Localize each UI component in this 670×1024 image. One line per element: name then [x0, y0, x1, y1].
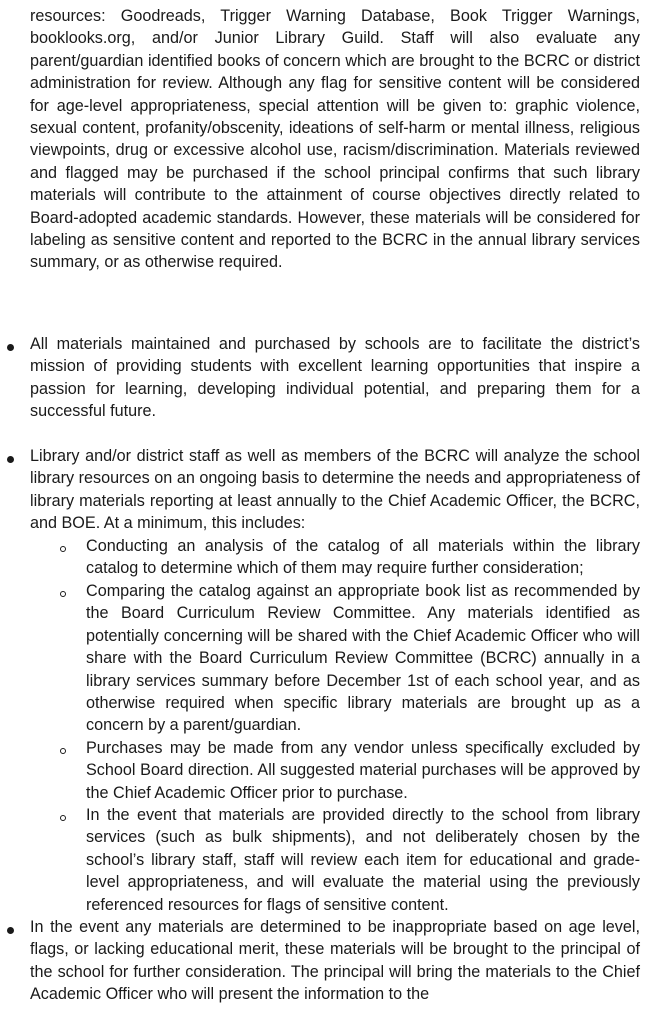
- bullet-icon: [7, 456, 14, 463]
- bullet-icon: [7, 344, 14, 351]
- sub-item-purchases: Purchases may be made from any vendor unless specifically excluded by School Board direction. All suggested material purchases will be approved by the Chief Academic Officer prior to purchase.: [86, 739, 640, 802]
- bullet-item-mission: All materials maintained and purchased by schools are to facilitate the district’s mission of providing students with excellent learning opportunities that inspire a passion for learning, developing individual potential, and preparing them for a successful future.: [30, 335, 640, 421]
- sub-bullet-icon: [60, 546, 66, 552]
- bullet-icon: [7, 927, 14, 934]
- continuation-paragraph: resources: Goodreads, Trigger Warning Database, Book Trigger Warnings, booklooks.org, and/or Junior Library Guild. Staff will also evaluate any parent/guardian identified books of concern which are brought to the BCRC or district administration for review. Although any flag for sensitive content will be considered for age-level appropriateness, special attention will be given to: graphic violence, sexual content, profanity/obscenity, ideations of self-harm or mental illness, religious viewpoints, drug or excessive alcohol use, racism/discrimination. Materials reviewed and flagged may be purchased if the school principal confirms that such library materials will contribute to the attainment of course objectives directly related to Board-adopted academic standards. However, these materials will be considered for labeling as sensitive content and reported to the BCRC in the annual library services summary, or as otherwise required.: [30, 7, 640, 272]
- bullet-item-inappropriate-materials: In the event any materials are determined to be inappropriate based on age level, flags, or lacking educational merit, these materials will be brought to the principal of the school for further consideration. The principal will bring the materials to the Chief Academic Officer who will present the information to the: [30, 918, 640, 1004]
- sub-bullet-icon: [60, 748, 66, 754]
- sub-bullet-icon: [60, 815, 66, 821]
- bullet-item-analysis: Library and/or district staff as well as members of the BCRC will analyze the school library resources on an ongoing basis to determine the needs and appropriateness of library materials reporting at least annually to the Chief Academic Officer, the BCRC, and BOE. At a minimum, this includes:: [30, 447, 640, 533]
- sub-bullet-icon: [60, 591, 66, 597]
- sub-item-bulk-shipments: In the event that materials are provided directly to the school from library services (such as bulk shipments), and not deliberately chosen by the school’s library staff, staff will review each item for educational and grade-level appropriateness, and will evaluate the material using the previously referenced resources for flags of sensitive content.: [86, 806, 640, 914]
- sub-item-catalog-analysis: Conducting an analysis of the catalog of all materials within the library catalog to determine which of them may require further consideration;: [86, 537, 640, 578]
- sub-item-book-list-comparison: Comparing the catalog against an appropriate book list as recommended by the Board Curriculum Review Committee. Any materials identified as potentially concerning will be shared with the Chief Academic Officer who will share with the Board Curriculum Review Committee (BCRC) annually in a library services summary before December 1st of each school year, and as otherwise required when specific library materials are brought up as a concern by a parent/guardian.: [86, 582, 640, 735]
